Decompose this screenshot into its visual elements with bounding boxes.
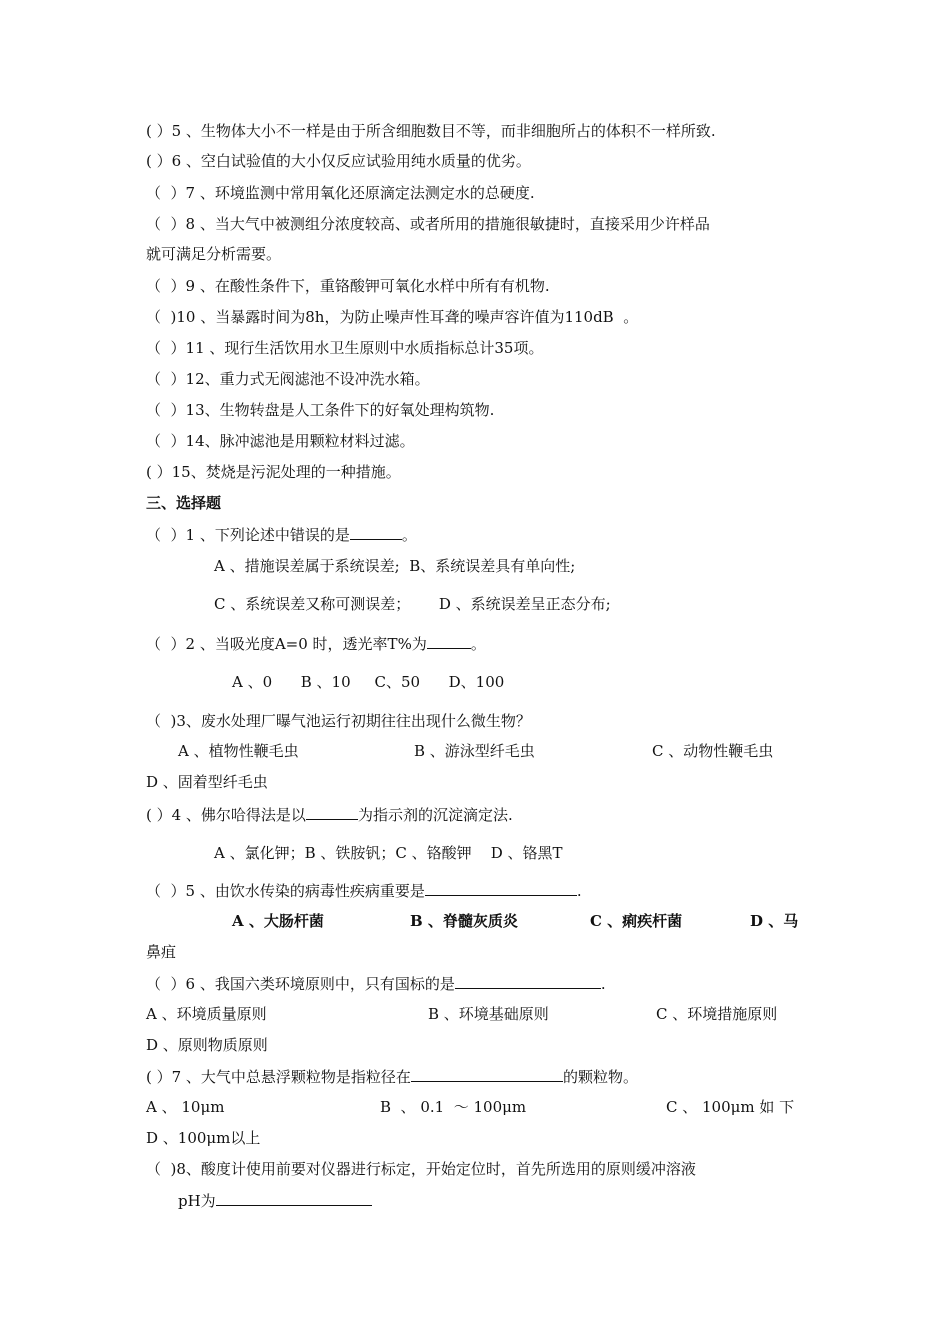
q6-answer-blank	[455, 973, 601, 989]
choice-q6-option-c: C 、环境措施原则	[656, 1005, 778, 1023]
q5-answer-blank	[425, 880, 577, 896]
judge-q10: （ )10 、当暴露时间为8h，为防止噪声性耳聋的噪声容许值为110dB 。	[146, 308, 639, 326]
choice-q8-ph: pH为	[178, 1192, 216, 1210]
choice-q1-stem: （ ）1 、下列论述中错误的是	[146, 526, 350, 544]
q7-answer-blank	[411, 1066, 563, 1082]
choice-q5-stem: （ ）5 、由饮水传染的病毒性疾病重要是	[146, 882, 425, 900]
q8-answer-blank	[216, 1190, 372, 1206]
choice-q7-option-c: C 、 100μm 如 下	[666, 1098, 795, 1116]
q1-answer-blank	[350, 524, 402, 540]
q2-answer-blank	[427, 633, 471, 649]
choice-q4-end: 为指示剂的沉淀滴定法.	[357, 806, 513, 824]
choice-q6-stem: （ ）6 、我国六类环境原则中，只有国标的是	[146, 975, 455, 993]
choice-q7-option-a: A 、 10μm	[146, 1098, 225, 1116]
choice-q2-end: 。	[470, 635, 486, 653]
judge-q7: （ ）7 、环境监测中常用氧化还原滴定法测定水的总硬度.	[146, 184, 535, 202]
choice-q8-stem: （ )8、酸度计使用前要对仪器进行标定，开始定位时，首先所选用的原则缓冲溶液	[146, 1160, 696, 1178]
choice-q4-stem: ( ）4 、佛尔哈得法是以	[146, 806, 306, 824]
choice-q7-stem: ( ）7 、大气中总悬浮颗粒物是指粒径在	[146, 1068, 411, 1086]
choice-q6-option-b: B 、环境基础原则	[428, 1005, 549, 1023]
choice-q5-option-d-cont: 鼻疽	[146, 943, 177, 961]
choice-q6-option-d: D 、原则物质原则	[146, 1036, 268, 1054]
judge-q6: ( ）6 、空白试验值的大小仅反应试验用纯水质量的优劣。	[146, 152, 531, 170]
choice-q2-stem-line	[146, 633, 486, 654]
choice-q5-option-d: D 、马	[750, 912, 799, 930]
choice-q5-option-a: A 、大肠杆菌	[232, 912, 324, 930]
choice-q5-option-c: C 、痢疾杆菌	[590, 912, 683, 930]
choice-q3-option-b: B 、游泳型纤毛虫	[414, 742, 535, 760]
choice-q7-stem-line	[146, 1066, 638, 1087]
choice-q2-options: A 、0 B 、10 C、50 D、100	[232, 673, 505, 691]
choice-q3-option-d: D 、固着型纤毛虫	[146, 773, 268, 791]
choice-q6-option-a: A 、环境质量原则	[146, 1005, 267, 1023]
choice-q6-end: .	[600, 975, 606, 993]
choice-q4-stem-line	[146, 804, 513, 825]
choice-q1-end: 。	[401, 526, 417, 544]
choice-q4-options: A 、氯化钾；B 、铁胺钒；C 、铬酸钾 D 、铬黑T	[214, 844, 563, 862]
choice-q5-end: .	[576, 882, 582, 900]
judge-q12: （ ）12、重力式无阀滤池不设冲洗水箱。	[146, 370, 430, 388]
judge-q14: （ ）14、脉冲滤池是用颗粒材料过滤。	[146, 432, 415, 450]
judge-q5: ( ）5 、生物体大小不一样是由于所含细胞数目不等，而非细胞所占的体积不一样所致.	[146, 122, 716, 140]
choice-q3-stem: （ )3、废水处理厂曝气池运行初期往往出现什么微生物？	[146, 712, 531, 730]
judge-q11: （ ）11 、现行生活饮用水卫生原则中水质指标总计35项。	[146, 339, 544, 357]
judge-q13: （ ）13、生物转盘是人工条件下的好氧处理构筑物.	[146, 401, 495, 419]
judge-q8-line1: （ ）8 、当大气中被测组分浓度较高、或者所用的措施很敏捷时，直接采用少许样品	[146, 215, 710, 233]
choice-q5-option-b: B 、脊髓灰质炎	[410, 912, 518, 930]
judge-q9: （ ）9 、在酸性条件下，重铬酸钾可氧化水样中所有有机物.	[146, 277, 550, 295]
judge-q8-line2: 就可满足分析需要。	[146, 245, 282, 263]
choice-q1-options-ab: A 、措施误差属于系统误差; B、系统误差具有单向性;	[214, 557, 576, 575]
choice-q5-stem-line	[146, 880, 582, 901]
choice-q1-options-cd: C 、系统误差又称可测误差； D 、系统误差呈正态分布;	[214, 595, 611, 613]
choice-q2-stem: （ ）2 、当吸光度A=0 时，透光率T%为	[146, 635, 427, 653]
choice-q3-option-c: C 、动物性鞭毛虫	[652, 742, 774, 760]
choice-q6-stem-line	[146, 973, 606, 994]
choice-q7-end: 的颗粒物。	[562, 1068, 638, 1086]
judge-q15: ( ）15、焚烧是污泥处理的一种措施。	[146, 463, 401, 481]
choice-q8-line2	[178, 1190, 372, 1211]
choice-q7-option-d: D 、100μm以上	[146, 1129, 261, 1147]
section-title: 三、选择题	[146, 494, 222, 512]
choice-q3-option-a: A 、植物性鞭毛虫	[178, 742, 299, 760]
q4-answer-blank	[306, 804, 358, 820]
choice-q1-stem-line	[146, 524, 417, 545]
choice-q7-option-b: B 、 0.1 ～ 100μm	[380, 1098, 527, 1116]
